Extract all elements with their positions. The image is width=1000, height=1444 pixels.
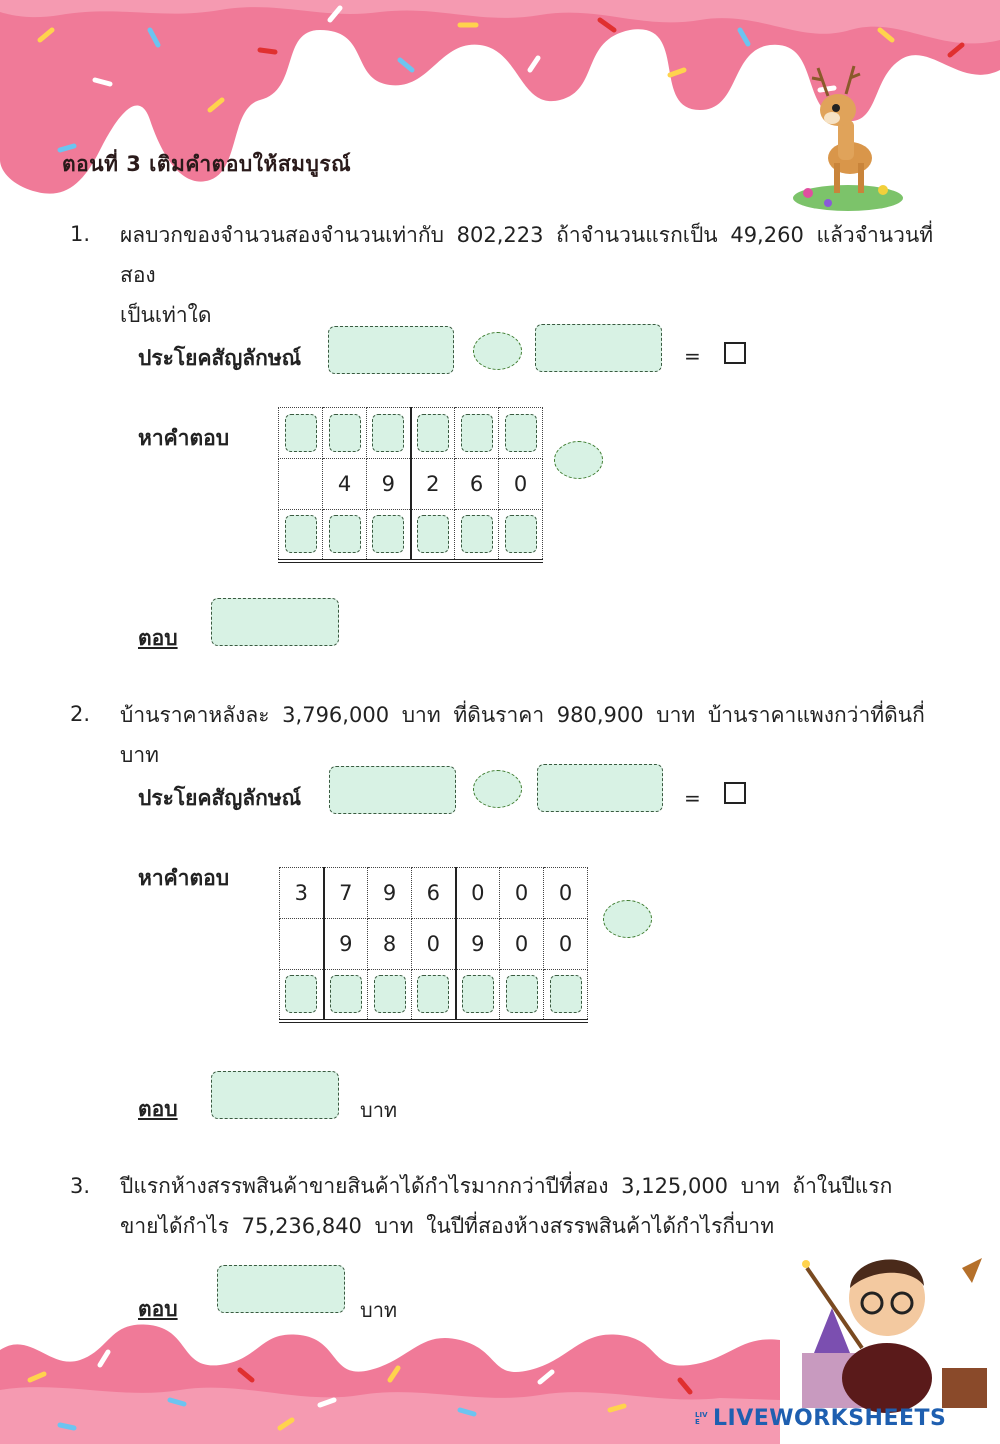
q3-answer-label: ตอบ bbox=[138, 1297, 178, 1321]
q2-calculation-grid bbox=[279, 867, 588, 1023]
question-2-line-1: บ้านราคาหลังละ 3,796,000 บาท ที่ดินราคา 980,900 บาท บ้านราคาแพงกว่าที่ดินกี่บาท bbox=[120, 703, 925, 767]
q1-symbolic-label: ประโยคสัญลักษณ์ bbox=[138, 346, 302, 370]
q2-equals-sign: = bbox=[684, 786, 701, 810]
q2-unit-label: บาท bbox=[360, 1098, 398, 1122]
q2-grid-digit: 3 bbox=[280, 868, 324, 919]
q1-grid-digit: 9 bbox=[367, 459, 411, 510]
q2-grid-digit: 0 bbox=[412, 919, 456, 970]
q1-digit-input[interactable] bbox=[372, 515, 404, 553]
q3-answer-input[interactable] bbox=[217, 1265, 345, 1313]
q2-grid-operator-input[interactable] bbox=[603, 900, 652, 938]
q2-grid-digit: 8 bbox=[368, 919, 412, 970]
q1-grid-digit: 0 bbox=[499, 459, 543, 510]
q1-digit-input[interactable] bbox=[285, 515, 317, 553]
q1-grid-digit: 6 bbox=[455, 459, 499, 510]
question-3-line-2: ขายได้กำไร 75,236,840 บาท ในปีที่สองห้างสรรพสินค้าได้กำไรกี่บาท bbox=[120, 1214, 775, 1238]
question-2-number: 2. bbox=[70, 702, 91, 726]
q2-grid-digit: 0 bbox=[456, 868, 500, 919]
q2-grid-row-3 bbox=[280, 970, 588, 1021]
brand-name: LIVEWORKSHEETS bbox=[713, 1406, 947, 1431]
q2-digit-input[interactable] bbox=[374, 975, 406, 1013]
q1-digit-input[interactable] bbox=[372, 414, 404, 452]
q2-grid-digit bbox=[280, 919, 324, 970]
q2-grid-digit: 9 bbox=[368, 868, 412, 919]
section-title: ตอนที่ 3 เติมคำตอบให้สมบูรณ์ bbox=[62, 152, 352, 176]
q1-grid-row-1 bbox=[279, 408, 543, 459]
q1-grid-digit: 4 bbox=[323, 459, 367, 510]
q2-answer-label: ตอบ bbox=[138, 1097, 178, 1121]
q1-digit-input[interactable] bbox=[505, 515, 537, 553]
q2-grid-row-2 bbox=[280, 919, 588, 970]
deer-illustration bbox=[788, 58, 908, 213]
q2-grid-digit: 0 bbox=[500, 868, 544, 919]
q1-digit-input[interactable] bbox=[329, 414, 361, 452]
q1-result-box bbox=[724, 342, 746, 364]
q1-digit-input[interactable] bbox=[505, 414, 537, 452]
question-3-number: 3. bbox=[70, 1174, 91, 1198]
q1-second-number-input[interactable] bbox=[535, 324, 662, 372]
q2-answer-input[interactable] bbox=[211, 1071, 339, 1119]
q1-grid-digit: 2 bbox=[411, 459, 455, 510]
q1-grid-row-3 bbox=[279, 510, 543, 561]
q2-grid-digit: 0 bbox=[544, 868, 588, 919]
q1-operator-input[interactable] bbox=[473, 332, 522, 370]
q1-answer-input[interactable] bbox=[211, 598, 339, 646]
q1-digit-input[interactable] bbox=[417, 414, 449, 452]
live-badge: LIVE bbox=[695, 1410, 708, 1426]
q2-second-number-input[interactable] bbox=[537, 764, 663, 812]
q1-grid-digit bbox=[279, 459, 323, 510]
q1-solve-label: หาคำตอบ bbox=[138, 426, 230, 450]
q1-digit-input[interactable] bbox=[461, 515, 493, 553]
q2-solve-label: หาคำตอบ bbox=[138, 866, 230, 890]
q2-digit-input[interactable] bbox=[417, 975, 449, 1013]
q2-result-box bbox=[724, 782, 746, 804]
q2-operator-input[interactable] bbox=[473, 770, 522, 808]
q3-unit-label: บาท bbox=[360, 1298, 398, 1322]
q1-digit-input[interactable] bbox=[285, 414, 317, 452]
question-1-line-1: ผลบวกของจำนวนสองจำนวนเท่ากับ 802,223 ถ้าจำนวนแรกเป็น 49,260 แล้วจำนวนที่สอง bbox=[120, 223, 934, 287]
q1-first-number-input[interactable] bbox=[328, 326, 454, 374]
question-1-text bbox=[120, 215, 950, 335]
q1-answer-label: ตอบ bbox=[138, 626, 178, 650]
q2-grid-digit: 0 bbox=[544, 919, 588, 970]
q2-symbolic-label: ประโยคสัญลักษณ์ bbox=[138, 786, 302, 810]
q2-digit-input[interactable] bbox=[330, 975, 362, 1013]
question-1-number: 1. bbox=[70, 222, 91, 246]
q2-first-number-input[interactable] bbox=[329, 766, 456, 814]
q2-digit-input[interactable] bbox=[550, 975, 582, 1013]
question-3-line-1: ปีแรกห้างสรรพสินค้าขายสินค้าได้กำไรมากกว่าปีที่สอง 3,125,000 บาท ถ้าในปีแรก bbox=[120, 1174, 893, 1198]
question-1-line-2: เป็นเท่าใด bbox=[120, 303, 212, 327]
q2-digit-input[interactable] bbox=[285, 975, 317, 1013]
q2-grid-digit: 6 bbox=[412, 868, 456, 919]
q2-grid-digit: 0 bbox=[500, 919, 544, 970]
q2-grid-digit: 9 bbox=[456, 919, 500, 970]
liveworksheets-logo bbox=[695, 1406, 946, 1431]
q2-grid-digit: 9 bbox=[324, 919, 368, 970]
q1-grid-operator-input[interactable] bbox=[554, 441, 603, 479]
q1-equals-sign: = bbox=[684, 344, 701, 368]
question-2-text bbox=[120, 695, 950, 775]
q1-grid-row-2 bbox=[279, 459, 543, 510]
q1-digit-input[interactable] bbox=[461, 414, 493, 452]
wizard-boy-illustration bbox=[792, 1228, 992, 1418]
q1-digit-input[interactable] bbox=[329, 515, 361, 553]
q2-digit-input[interactable] bbox=[506, 975, 538, 1013]
q2-grid-row-1 bbox=[280, 868, 588, 919]
q2-digit-input[interactable] bbox=[462, 975, 494, 1013]
q1-calculation-grid bbox=[278, 407, 543, 563]
q1-digit-input[interactable] bbox=[417, 515, 449, 553]
q2-grid-digit: 7 bbox=[324, 868, 368, 919]
